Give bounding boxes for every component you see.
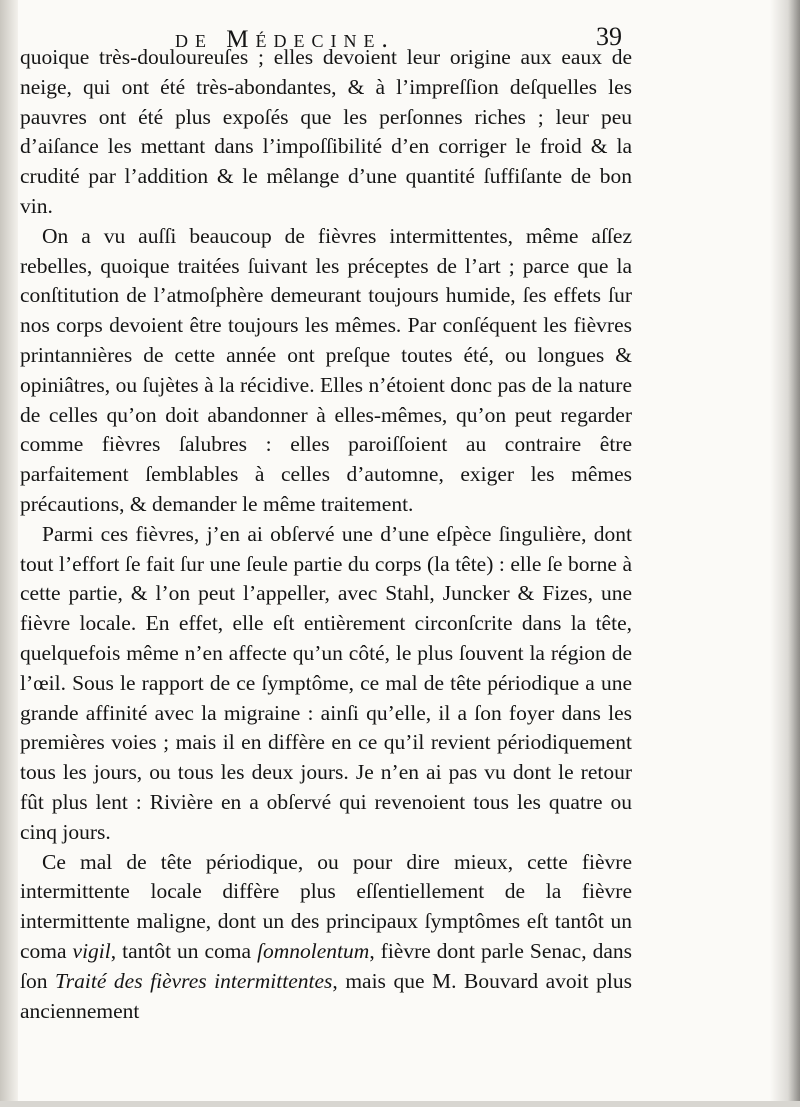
paragraph-text: Parmi ces fièvres, j’en ai obſervé une d’une eſpèce ſingulière, dont tout l’effort ſe fait ſur une ſeule partie du corps (la tête) : elle ſe borne à cette partie, & l’on peut l’appeller, avec Stahl, Juncker & Fizes, une fièvre locale. En effet, elle eſt entièrement circonſcrite dans la tête, quelquefois même n’en affecte qu’un côté, le plus ſouvent la région de l’œil. Sous le rapport de ce ſymptôme, ce mal de tête périodique a une grande affinité avec la migraine : ainſi qu’elle, il a ſon foyer dans les premières voies ; mais il en diffère en ce qu’il revient périodiquement tous les jours, ou tous les deux jours. Je n’en ai pas vu dont le retour fût plus lent : Rivière en a obſervé qui revenoient tous les quatre ou cinq jours.: [20, 521, 632, 844]
running-head: de Médecine.: [175, 26, 395, 53]
paragraph: [20, 520, 632, 848]
paragraph-text: quoique très-douloureuſes ; elles devoient leur origine aux eaux de neige, qui ont été très-abondantes, & à l’impreſſion deſquelles les pauvres ont été plus expoſés que les perſonnes riches ; leur peu d’aiſance les mettant dans l’impoſſibilité d’en corriger le froid & la crudité par l’addition & le mêlange d’une quantité ſuffiſante de bon vin.: [20, 45, 632, 218]
page-edge: [770, 0, 800, 1107]
italic-term: vigil: [72, 938, 111, 963]
paragraph-text: On a vu auſſi beaucoup de fièvres intermittentes, même aſſez rebelles, quoique traitées ſuivant les préceptes de l’art ; parce que la conſtitution de l’atmoſphère demeurant toujours humide, ſes effets ſur nos corps devoient être toujours les mêmes. Par conſéquent les fièvres printannières de cette année ont preſque toutes été, ou longues & opiniâtres, ou ſujètes à la récidive. Elles n’étoient donc pas de la nature de celles qu’on doit abandonner à elles-mêmes, qu’on peut regarder comme fièvres ſalubres : elles paroiſſoient au contraire être parfaitement ſemblables à celles d’automne, exiger les mêmes précautions, & demander le même traitement.: [20, 223, 632, 516]
page-bottom-edge: [0, 1101, 800, 1107]
italic-term: ſomnolentum: [257, 938, 370, 963]
page-number: 39: [596, 22, 622, 51]
paragraph: [20, 222, 632, 520]
book-title: Traité des fièvres intermittentes: [55, 968, 333, 993]
paragraph: [20, 43, 632, 222]
paragraph-text: , fièvre dont parle Senac, dans ſon: [20, 938, 632, 993]
body-text: [20, 43, 632, 1026]
paragraph: [20, 848, 632, 1027]
paragraph-text: , tantôt un coma: [110, 938, 258, 963]
page-gutter-shadow: [0, 0, 18, 1107]
paragraph-text: Ce mal de tête périodique, ou pour dire mieux, cette fièvre intermittente locale diffère plus eſſentiellement de la fièvre intermittente maligne, dont un des principaux ſymptômes eſt tantôt un coma: [20, 849, 632, 963]
paragraph-text: , mais que M. Bouvard avoit plus anciennement: [20, 968, 633, 1023]
